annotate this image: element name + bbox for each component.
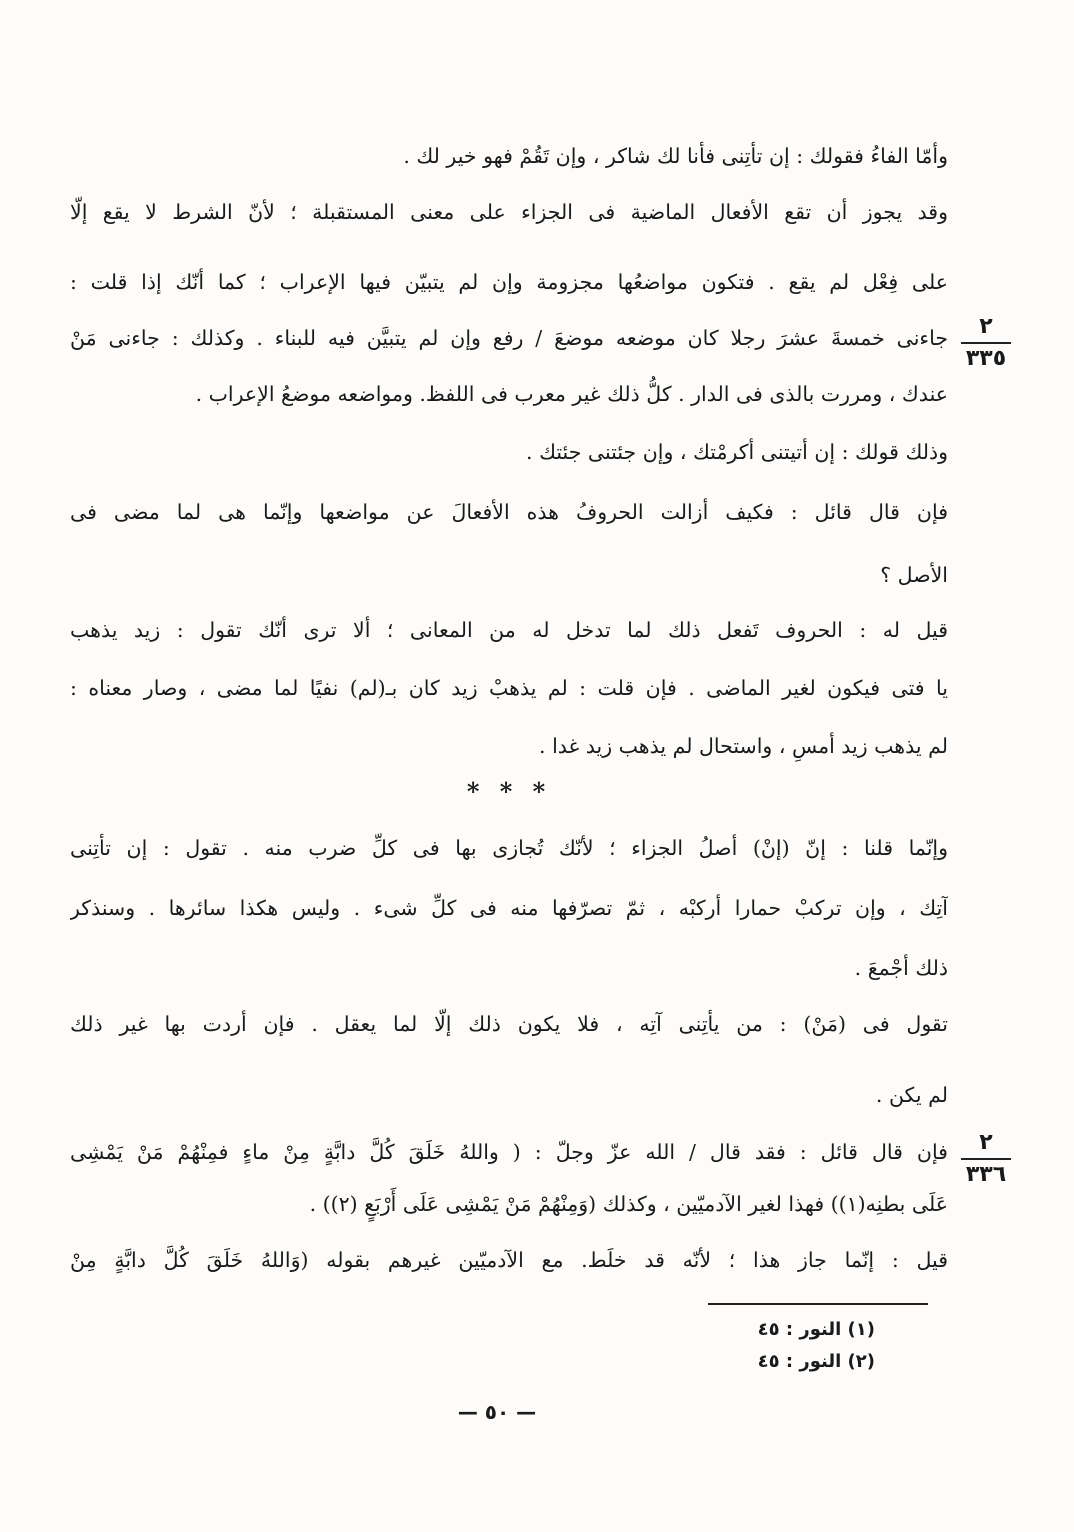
text-line: آتِك ، وإن تركبْ حمارا أركبْه ، ثمّ تصرّفها منه فى كلِّ شىء . وليس هكذا سائرها . وسنذكر — [70, 896, 948, 920]
text-line: عندك ، ومررت بالذى فى الدار . كلُّ ذلك غير معرب فى اللفظ. ومواضعه موضعُ الإعراب . — [195, 382, 948, 406]
footnote: (١) النور : ٤٥ — [757, 1319, 875, 1340]
text-line: وذلك قولك : إن أتيتنى أكرمْتك ، وإن جئتنى جئتك . — [526, 440, 948, 464]
section-separator: * * * — [466, 777, 552, 806]
text-line: يا فتى فيكون لغير الماضى . فإن قلت : لم يذهبْ زيد كان بـ(لم) نفيًا لما مضى ، وصار معناه : — [70, 676, 948, 700]
marker-volume: ٢ — [979, 1130, 993, 1155]
text-line: الأصل ؟ — [880, 563, 948, 587]
marker-divider — [961, 342, 1011, 344]
marker-page: ٣٣٦ — [965, 1162, 1007, 1187]
text-line: لم يذهب زيد أمسِ ، واستحال لم يذهب زيد غدا . — [539, 734, 948, 758]
text-line: قيل : إنّما جاز هذا ؛ لأنّه قد خلَط. مع الآدميّين غيرهم بقوله (وَاللهُ خَلَقَ كُلَّ دابَّةٍ مِنْ — [70, 1248, 948, 1272]
page-number: — ٥٠ — — [457, 1400, 537, 1424]
text-line: قيل له : الحروف تَفعل ذلك لما تدخل له من المعانى ؛ ألا ترى أنّك تقول : زيد يذهب — [70, 618, 948, 642]
text-line: لم يكن . — [875, 1083, 948, 1107]
footnote-rule — [708, 1303, 928, 1305]
margin-page-marker — [955, 1130, 1017, 1188]
margin-page-marker — [955, 314, 1017, 372]
marker-divider — [961, 1158, 1011, 1160]
text-line: على فِعْل لم يقع . فتكون مواضعُها مجزومة وإن لم يتبيّن فيها الإعراب ؛ كما أنّك إذا قلت : — [70, 270, 948, 294]
text-line: وقد يجوز أن تقع الأفعال الماضية فى الجزاء على معنى المستقبلة ؛ لأنّ الشرط لا يقع إلّا — [70, 200, 948, 224]
text-line: وأمّا الفاءُ فقولك : إن تأتِنى فأنا لك شاكر ، وإن تَقُمْ فهو خير لك . — [403, 144, 948, 168]
marker-page: ٣٣٥ — [965, 346, 1007, 371]
text-line: جاءنى خمسةَ عشرَ رجلا كان موضعه موضعَ / رفع وإن لم يتبيَّن فيه للبناء . وكذلك : جاءنى مَنْ — [70, 326, 948, 350]
text-line: تقول فى (مَنْ) : من يأتِنى آتِه ، فلا يكون ذلك إلّا لما يعقل . فإن أردت بها غير ذلك — [70, 1012, 948, 1036]
marker-volume: ٢ — [979, 314, 993, 339]
footnote: (٢) النور : ٤٥ — [757, 1351, 875, 1372]
text-line: فإن قال قائل : فكيف أزالت الحروفُ هذه الأفعالَ عن مواضعها وإنّما هى لما مضى فى — [70, 500, 948, 524]
text-line: ذلك أجْمعَ . — [854, 956, 948, 980]
text-line: عَلَى بطنِه(١)) فهذا لغير الآدميّين ، وكذلك (وَمِنْهُمْ مَنْ يَمْشِى عَلَى أَرْبَعٍ (٢)) . — [309, 1192, 948, 1216]
text-line: وإنّما قلنا : إنّ (إنْ) أصلُ الجزاء ؛ لأنّك تُجازى بها فى كلِّ ضرب منه . تقول : إن تأتِنى — [70, 836, 948, 860]
text-line: فإن قال قائل : فقد قال / الله عزّ وجلّ : ( واللهُ خَلَقَ كُلَّ دابَّةٍ مِنْ ماءٍ فمِنْهُمْ مَنْ يَمْشِى — [70, 1140, 948, 1164]
